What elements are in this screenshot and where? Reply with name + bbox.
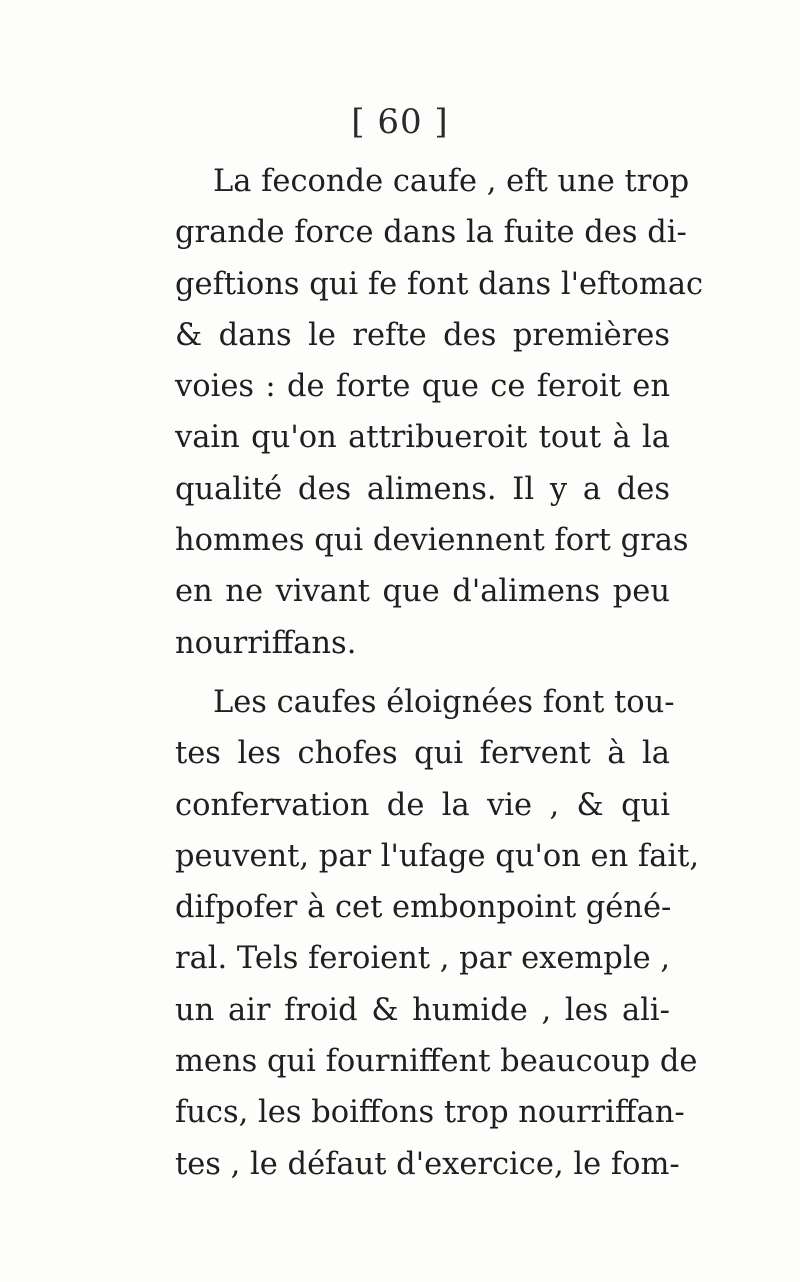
text-line: ral. Tels feroient , par exemple ,: [175, 941, 671, 977]
text-line: confervation de la vie , & qui: [175, 787, 670, 823]
text-line: un air froid & humide , les ali-: [175, 992, 670, 1028]
page-number: [ 60 ]: [351, 102, 449, 142]
paragraph-gap: [175, 669, 670, 677]
text-line: qualité des alimens. Il y a des: [175, 471, 670, 507]
paragraph-1: [175, 156, 704, 669]
text-line: Les caufes éloignées font tou-: [213, 684, 675, 720]
paragraph-2: [175, 677, 700, 1190]
body-text: [175, 156, 704, 1190]
text-line: en ne vivant que d'alimens peu: [175, 574, 670, 610]
text-line: geftions qui fe font dans l'eftomac: [175, 266, 704, 302]
text-line: nourriffans.: [175, 625, 357, 661]
text-line: tes les chofes qui fervent à la: [175, 736, 670, 772]
text-line: tes , le défaut d'exercice, le fom-: [175, 1146, 680, 1182]
text-line: La feconde caufe , eft une trop: [213, 164, 690, 199]
text-line: & dans le refte des premières: [175, 317, 670, 353]
text-line: fucs, les boiffons trop nourriffan-: [175, 1095, 685, 1131]
text-line: mens qui fourniffent beaucoup de: [175, 1044, 698, 1080]
text-line: hommes qui deviennent fort gras: [175, 523, 689, 559]
text-line: vain qu'on attribueroit tout à la: [175, 420, 670, 456]
text-line: voies : de forte que ce feroit en: [175, 369, 670, 405]
text-line: peuvent, par l'ufage qu'on en fait,: [175, 838, 700, 874]
text-line: difpofer à cet embonpoint géné-: [175, 890, 672, 926]
text-line: grande force dans la fuite des di-: [175, 215, 687, 251]
